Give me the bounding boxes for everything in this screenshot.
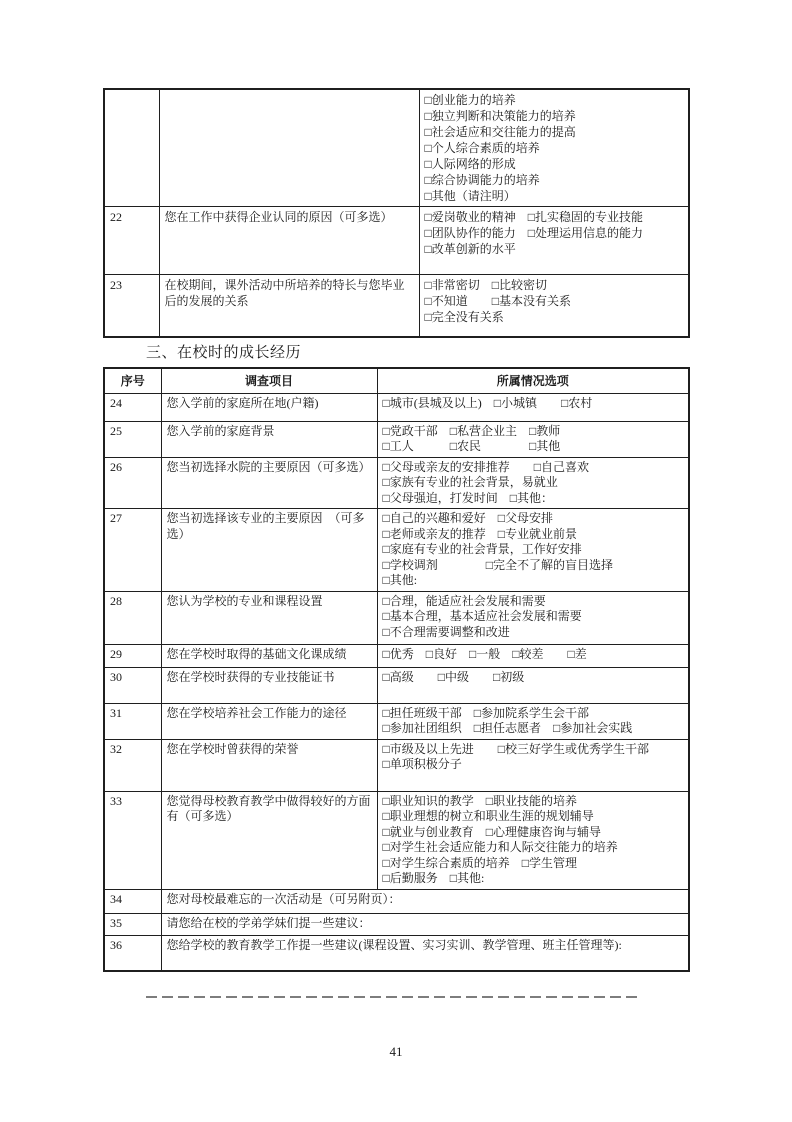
full-width-item-cell: 您对母校最难忘的一次活动是（可另附页）： <box>161 889 689 913</box>
checkbox-option-line: □单项积极分子 <box>382 757 462 771</box>
options-cell <box>419 89 689 207</box>
checkbox-option-line: □职业知识的教学 □职业技能的培养 <box>382 793 577 808</box>
checkbox-option-line: □父母强迫，打发时间 □其他： <box>382 490 553 505</box>
item-cell: 您觉得母校教育教学中做得较好的方面有（可多选） <box>161 791 377 889</box>
checkbox-option-line: □社会适应和交往能力的提高 <box>424 125 576 139</box>
checkbox-option-line: □团队协作的能力 □处理运用信息的能力 <box>424 226 643 240</box>
checkbox-option-line: □独立判断和决策能力的培养 <box>424 109 576 123</box>
table-row <box>104 207 689 275</box>
checkbox-option-line: □高级 □中级 □初级 <box>382 669 525 684</box>
survey-table-continued <box>103 88 690 338</box>
survey-table-section3 <box>103 367 690 972</box>
item-cell: 您入学前的家庭所在地(户籍) <box>161 393 377 421</box>
options-cell <box>377 644 689 667</box>
row-number-cell: 34 <box>104 889 161 913</box>
table-row <box>104 889 689 913</box>
options-cell <box>377 703 689 739</box>
table-row <box>104 667 689 703</box>
checkbox-option-line: □市级及以上先进 □校三好学生或优秀学生干部 <box>382 741 649 756</box>
checkbox-option-line: □父母或亲友的安排推荐 □自己喜欢 <box>382 459 589 474</box>
item-cell: 您在工作中获得企业认同的原因（可多选） <box>159 207 419 275</box>
row-number-cell: 33 <box>104 791 161 889</box>
checkbox-option-line: □后勤服务 □其他: <box>382 871 485 885</box>
checkbox-option-line: □合理，能适应社会发展和需要 <box>382 593 546 608</box>
checkbox-option-line: □完全没有关系 <box>424 310 504 324</box>
options-cell <box>377 393 689 421</box>
table-row <box>104 457 689 509</box>
table-row <box>104 421 689 457</box>
row-number-cell: 25 <box>104 421 161 457</box>
checkbox-option-line: □其他（请注明） <box>424 189 516 203</box>
table-row-continuation <box>104 89 689 207</box>
full-width-item-cell: 请您给在校的学弟学妹们提一些建议： <box>161 913 689 935</box>
checkbox-option-line: □老师或亲友的推荐 □专业就业前景 <box>382 526 577 541</box>
checkbox-option-line: □改革创新的水平 <box>424 242 516 256</box>
table-row <box>104 393 689 421</box>
checkbox-option-line: □参加社团组织 □担任志愿者 □参加社会实践 <box>382 721 633 735</box>
options-cell <box>377 791 689 889</box>
table-row <box>104 509 689 592</box>
options-cell <box>377 667 689 703</box>
row-number-cell: 23 <box>104 275 159 337</box>
options-cell <box>377 457 689 509</box>
checkbox-option-line: □担任班级干部 □参加院系学生会干部 <box>382 705 589 720</box>
row-number-cell: 22 <box>104 207 159 275</box>
checkbox-option-line: □工人 □农民 □其他 <box>382 439 561 453</box>
table-header-row <box>104 368 689 393</box>
item-cell: 您在学校培养社会工作能力的途径 <box>161 703 377 739</box>
options-cell <box>377 509 689 592</box>
row-number-cell <box>104 89 159 207</box>
checkbox-option-line: □家族有专业的社会背景，易就业 <box>382 475 558 489</box>
section-title: 三、在校时的成长经历 <box>146 345 302 361</box>
item-cell: 您当初选择该专业的主要原因 （可多选） <box>161 509 377 592</box>
checkbox-option-line: □不知道 □基本没有关系 <box>424 294 571 308</box>
checkbox-option-line: □对学生综合素质的培养 □学生管理 <box>382 855 577 870</box>
checkbox-option-line: □爱岗敬业的精神 □扎实稳固的专业技能 <box>424 210 643 224</box>
row-number-cell: 30 <box>104 667 161 703</box>
checkbox-option-line: □非常密切 □比较密切 <box>424 278 547 292</box>
checkbox-option-line: □综合协调能力的培养 <box>424 173 540 187</box>
item-cell <box>159 89 419 207</box>
row-number-cell: 24 <box>104 393 161 421</box>
item-cell: 您当初选择水院的主要原因（可多选） <box>161 457 377 509</box>
row-number-cell: 27 <box>104 509 161 592</box>
table-row <box>104 591 689 644</box>
row-number-cell: 31 <box>104 703 161 739</box>
checkbox-option-line: □其他: <box>382 573 418 587</box>
checkbox-option-line: □就业与创业教育 □心理健康咨询与辅导 <box>382 824 601 839</box>
row-number-cell: 29 <box>104 644 161 667</box>
row-number-cell: 28 <box>104 591 161 644</box>
checkbox-option-line: □人际网络的形成 <box>424 157 516 171</box>
header-options: 所属情况选项 <box>377 368 689 393</box>
options-cell <box>377 591 689 644</box>
checkbox-option-line: □个人综合素质的培养 <box>424 141 540 155</box>
checkbox-option-line: □创业能力的培养 <box>424 93 516 107</box>
checkbox-option-line: □优秀 □良好 □一般 □较差 □差 <box>382 646 587 661</box>
full-width-item-cell: 您给学校的教育教学工作提一些建议(课程设置、实习实训、教学管理、班主任管理等): <box>161 935 689 971</box>
checkbox-option-line: □基本合理，基本适应社会发展和需要 <box>382 609 582 623</box>
item-cell: 您在学校时取得的基础文化课成绩 <box>161 644 377 667</box>
item-cell: 您在学校时获得的专业技能证书 <box>161 667 377 703</box>
checkbox-option-line: □自己的兴趣和爱好 □父母安排 <box>382 511 553 525</box>
table-row <box>104 791 689 889</box>
checkbox-option-line: □家庭有专业的社会背景，工作好安排 <box>382 542 582 556</box>
item-cell: 在校期间，课外活动中所培养的特长与您毕业后的发展的关系 <box>159 275 419 337</box>
checkbox-option-line: □不合理需要调整和改进 <box>382 624 510 639</box>
table-row <box>104 739 689 791</box>
table-row <box>104 275 689 337</box>
row-number-cell: 36 <box>104 935 161 971</box>
checkbox-option-line: □党政干部 □私营企业主 □教师 <box>382 423 561 438</box>
options-cell <box>377 739 689 791</box>
table-row <box>104 935 689 971</box>
checkbox-option-line: □对学生社会适应能力和人际交往能力的培养 <box>382 840 618 854</box>
row-number-cell: 32 <box>104 739 161 791</box>
options-cell <box>419 275 689 337</box>
table-row <box>104 703 689 739</box>
checkbox-option-line: □学校调剂 □完全不了解的盲目选择 <box>382 557 613 572</box>
table-row <box>104 913 689 935</box>
item-cell: 您入学前的家庭背景 <box>161 421 377 457</box>
checkbox-option-line: □城市(县城及以上) □小城镇 □农村 <box>382 395 593 410</box>
item-cell: 您在学校时曾获得的荣誉 <box>161 739 377 791</box>
options-cell <box>377 421 689 457</box>
item-cell: 您认为学校的专业和课程设置 <box>161 591 377 644</box>
checkbox-option-line: □职业理想的树立和职业生涯的规划辅导 <box>382 809 594 823</box>
dashed-cut-line <box>146 996 640 998</box>
page-number: 41 <box>389 1044 403 1059</box>
table-row <box>104 644 689 667</box>
row-number-cell: 26 <box>104 457 161 509</box>
options-cell <box>419 207 689 275</box>
header-no: 序号 <box>104 368 161 393</box>
header-item: 调查项目 <box>161 368 377 393</box>
row-number-cell: 35 <box>104 913 161 935</box>
